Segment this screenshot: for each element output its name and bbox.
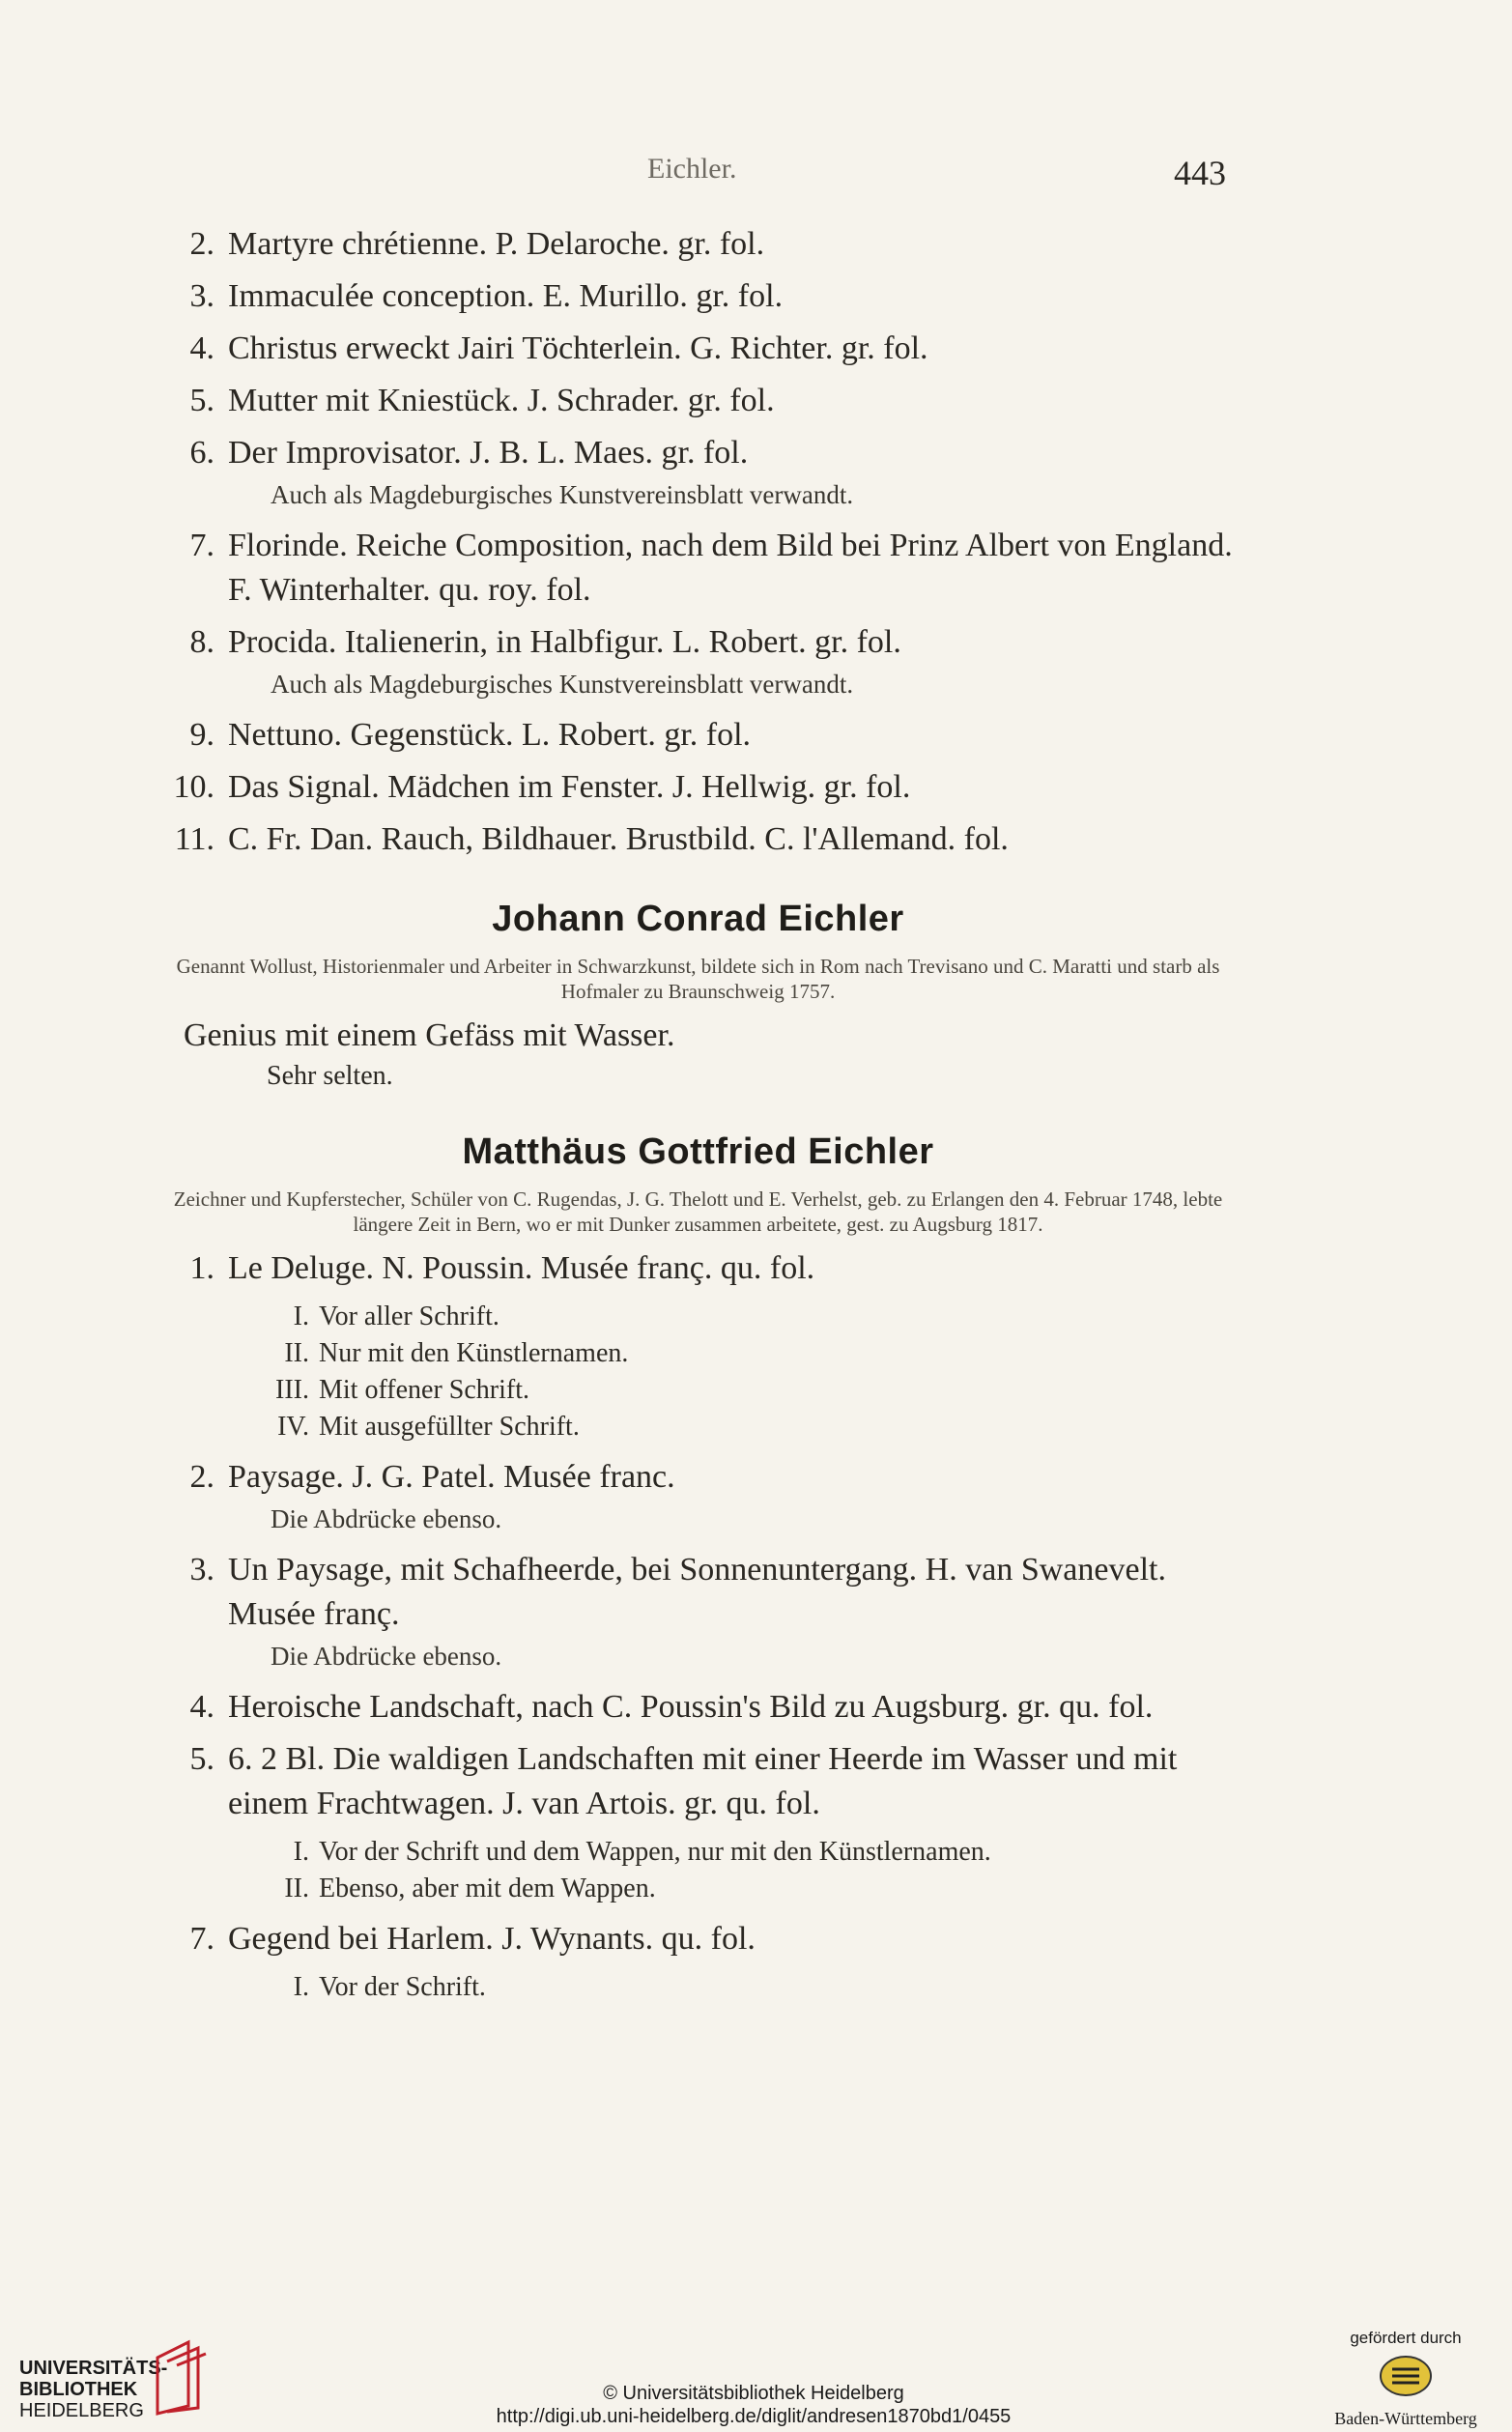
catalog-entry xyxy=(155,1917,1241,1961)
sponsor-label: gefördert durch xyxy=(1350,2329,1462,2347)
state-text: Ebenso, aber mit dem Wappen. xyxy=(319,1874,656,1903)
digitization-footer xyxy=(0,2319,1512,2432)
state-line xyxy=(155,1834,1241,1871)
entry-note: Auch als Magdeburgisches Kunstvereinsblatt verwandt. xyxy=(271,480,854,509)
entry-text: Paysage. J. G. Patel. Musée franc. xyxy=(228,1459,675,1495)
catalog-entry xyxy=(155,327,1241,371)
entry-text: Heroische Landschaft, nach C. Poussin's Bild zu Augsburg. gr. qu. fol. xyxy=(228,1689,1154,1725)
work-note: Sehr selten. xyxy=(267,1061,393,1091)
state-text: Mit ausgefüllter Schrift. xyxy=(319,1412,580,1442)
catalog-entry xyxy=(155,713,1241,758)
entry-number: 2. xyxy=(189,1459,214,1495)
catalog-entry xyxy=(155,524,1241,613)
sponsor-name: Baden-Württemberg xyxy=(1334,2409,1477,2428)
library-logo-text[interactable] xyxy=(19,2358,167,2421)
entry-number: 9. xyxy=(189,717,214,753)
library-emblem-icon xyxy=(150,2338,208,2416)
entry-note: Auch als Magdeburgisches Kunstvereinsblatt verwandt. xyxy=(271,670,854,699)
artist-heading: Matthäus Gottfried Eichler xyxy=(462,1131,934,1172)
state-numeral: IV. xyxy=(277,1412,309,1442)
entry-list-2 xyxy=(155,1246,1241,2006)
state-numeral: II. xyxy=(284,1874,309,1903)
catalog-entry xyxy=(155,1685,1241,1730)
state-numeral: III. xyxy=(275,1375,309,1405)
permalink[interactable]: http://digi.ub.uni-heidelberg.de/diglit/andresen1870bd1/0455 xyxy=(496,2406,1012,2427)
library-line: UNIVERSITÄTS- xyxy=(19,2358,168,2379)
copyright-block xyxy=(464,2382,1043,2428)
catalog-entry xyxy=(155,1455,1241,1500)
artist-bio: Zeichner und Kupferstecher, Schüler von C. Rugendas, J. G. Thelott und E. Verhelst, geb. zu Erlangen den 4. Februar 1748, lebte längere Zeit in Bern, wo er mit Dunker zusammen arbeitete, gest. zu Augsburg 1817. xyxy=(173,1187,1223,1236)
state-text: Nur mit den Künstlernamen. xyxy=(319,1338,629,1368)
entry-number: 4. xyxy=(189,1689,214,1725)
entry-number: 5. xyxy=(189,1741,214,1777)
entry-text: Florinde. Reiche Composition, nach dem Bild bei Prinz Albert von England. F. Winterhalter. qu. roy. fol. xyxy=(228,528,1233,608)
entry-number: 10. xyxy=(173,769,214,805)
entry-text: Procida. Italienerin, in Halbfigur. L. Robert. gr. fol. xyxy=(228,624,901,660)
entry-text: Un Paysage, mit Schafheerde, bei Sonnenuntergang. H. van Swanevelt. Musée franç. xyxy=(228,1552,1166,1632)
state-numeral: I. xyxy=(293,1302,309,1331)
catalog-entry xyxy=(155,620,1241,665)
artist-heading: Johann Conrad Eichler xyxy=(492,899,904,939)
page-body xyxy=(155,222,1241,2006)
state-text: Vor der Schrift und dem Wappen, nur mit den Künstlernamen. xyxy=(319,1837,991,1867)
state-text: Mit offener Schrift. xyxy=(319,1375,529,1405)
entry-text: Gegend bei Harlem. J. Wynants. qu. fol. xyxy=(228,1921,756,1957)
state-line xyxy=(155,1299,1241,1335)
entry-text: C. Fr. Dan. Rauch, Bildhauer. Brustbild. C. l'Allemand. fol. xyxy=(228,821,1009,857)
entry-number: 8. xyxy=(189,624,214,660)
entry-number: 6. xyxy=(189,435,214,471)
entry-text: Das Signal. Mädchen im Fenster. J. Hellwig. gr. fol. xyxy=(228,769,911,805)
entry-number: 5. xyxy=(189,383,214,418)
copyright-text: © Universitätsbibliothek Heidelberg xyxy=(603,2383,904,2404)
entry-number: 7. xyxy=(189,1921,214,1957)
catalog-entry xyxy=(155,1246,1241,1291)
sponsor-block xyxy=(1319,2329,1493,2429)
entry-text: Der Improvisator. J. B. L. Maes. gr. fol. xyxy=(228,435,749,471)
entry-list-1 xyxy=(155,222,1241,862)
state-line xyxy=(155,1409,1241,1445)
state-text: Vor aller Schrift. xyxy=(319,1302,499,1331)
entry-note: Die Abdrücke ebenso. xyxy=(271,1642,502,1671)
state-numeral: II. xyxy=(284,1338,309,1368)
library-line: HEIDELBERG xyxy=(19,2400,144,2421)
catalog-entry xyxy=(155,222,1241,267)
entry-number: 2. xyxy=(189,226,214,262)
catalog-entry xyxy=(155,765,1241,810)
entry-note: Die Abdrücke ebenso. xyxy=(271,1504,502,1533)
catalog-entry xyxy=(155,379,1241,423)
entry-number: 7. xyxy=(189,528,214,563)
entry-text: Martyre chrétienne. P. Delaroche. gr. fol. xyxy=(228,226,765,262)
catalog-entry xyxy=(155,431,1241,475)
entry-number: 11. xyxy=(174,821,214,857)
catalog-entry xyxy=(155,1548,1241,1637)
entry-text: 6. 2 Bl. Die waldigen Landschaften mit einer Heerde im Wasser und mit einem Frachtwagen. J. van Artois. gr. qu. fol. xyxy=(228,1741,1178,1821)
state-numeral: I. xyxy=(293,1972,309,2002)
state-line xyxy=(155,1871,1241,1907)
entry-number: 1. xyxy=(189,1250,214,1286)
work-title: Genius mit einem Gefäss mit Wasser. xyxy=(184,1017,675,1053)
entry-number: 3. xyxy=(189,278,214,314)
catalog-entry xyxy=(155,274,1241,319)
state-text: Vor der Schrift. xyxy=(319,1972,486,2002)
entry-number: 4. xyxy=(189,330,214,366)
running-header: Eichler. xyxy=(647,153,737,185)
state-numeral: I. xyxy=(293,1837,309,1867)
artist-bio: Genannt Wollust, Historienmaler und Arbeiter in Schwarzkunst, bildete sich in Rom nach Trevisano und C. Maratti und starb als Hofmaler zu Braunschweig 1757. xyxy=(176,955,1220,1003)
library-line: BIBLIOTHEK xyxy=(19,2379,138,2400)
coat-of-arms-icon xyxy=(1377,2354,1435,2398)
entry-text: Immaculée conception. E. Murillo. gr. fol. xyxy=(228,278,784,314)
catalog-entry xyxy=(155,817,1241,862)
state-line xyxy=(155,1335,1241,1372)
entry-text: Le Deluge. N. Poussin. Musée franç. qu. fol. xyxy=(228,1250,815,1286)
state-line xyxy=(155,1969,1241,2006)
entry-number: 3. xyxy=(189,1552,214,1588)
entry-text: Christus erweckt Jairi Töchterlein. G. Richter. gr. fol. xyxy=(228,330,928,366)
state-line xyxy=(155,1372,1241,1409)
page-number: 443 xyxy=(1174,154,1226,192)
catalog-entry xyxy=(155,1737,1241,1826)
entry-text: Nettuno. Gegenstück. L. Robert. gr. fol. xyxy=(228,717,752,753)
entry-text: Mutter mit Kniestück. J. Schrader. gr. fol. xyxy=(228,383,775,418)
